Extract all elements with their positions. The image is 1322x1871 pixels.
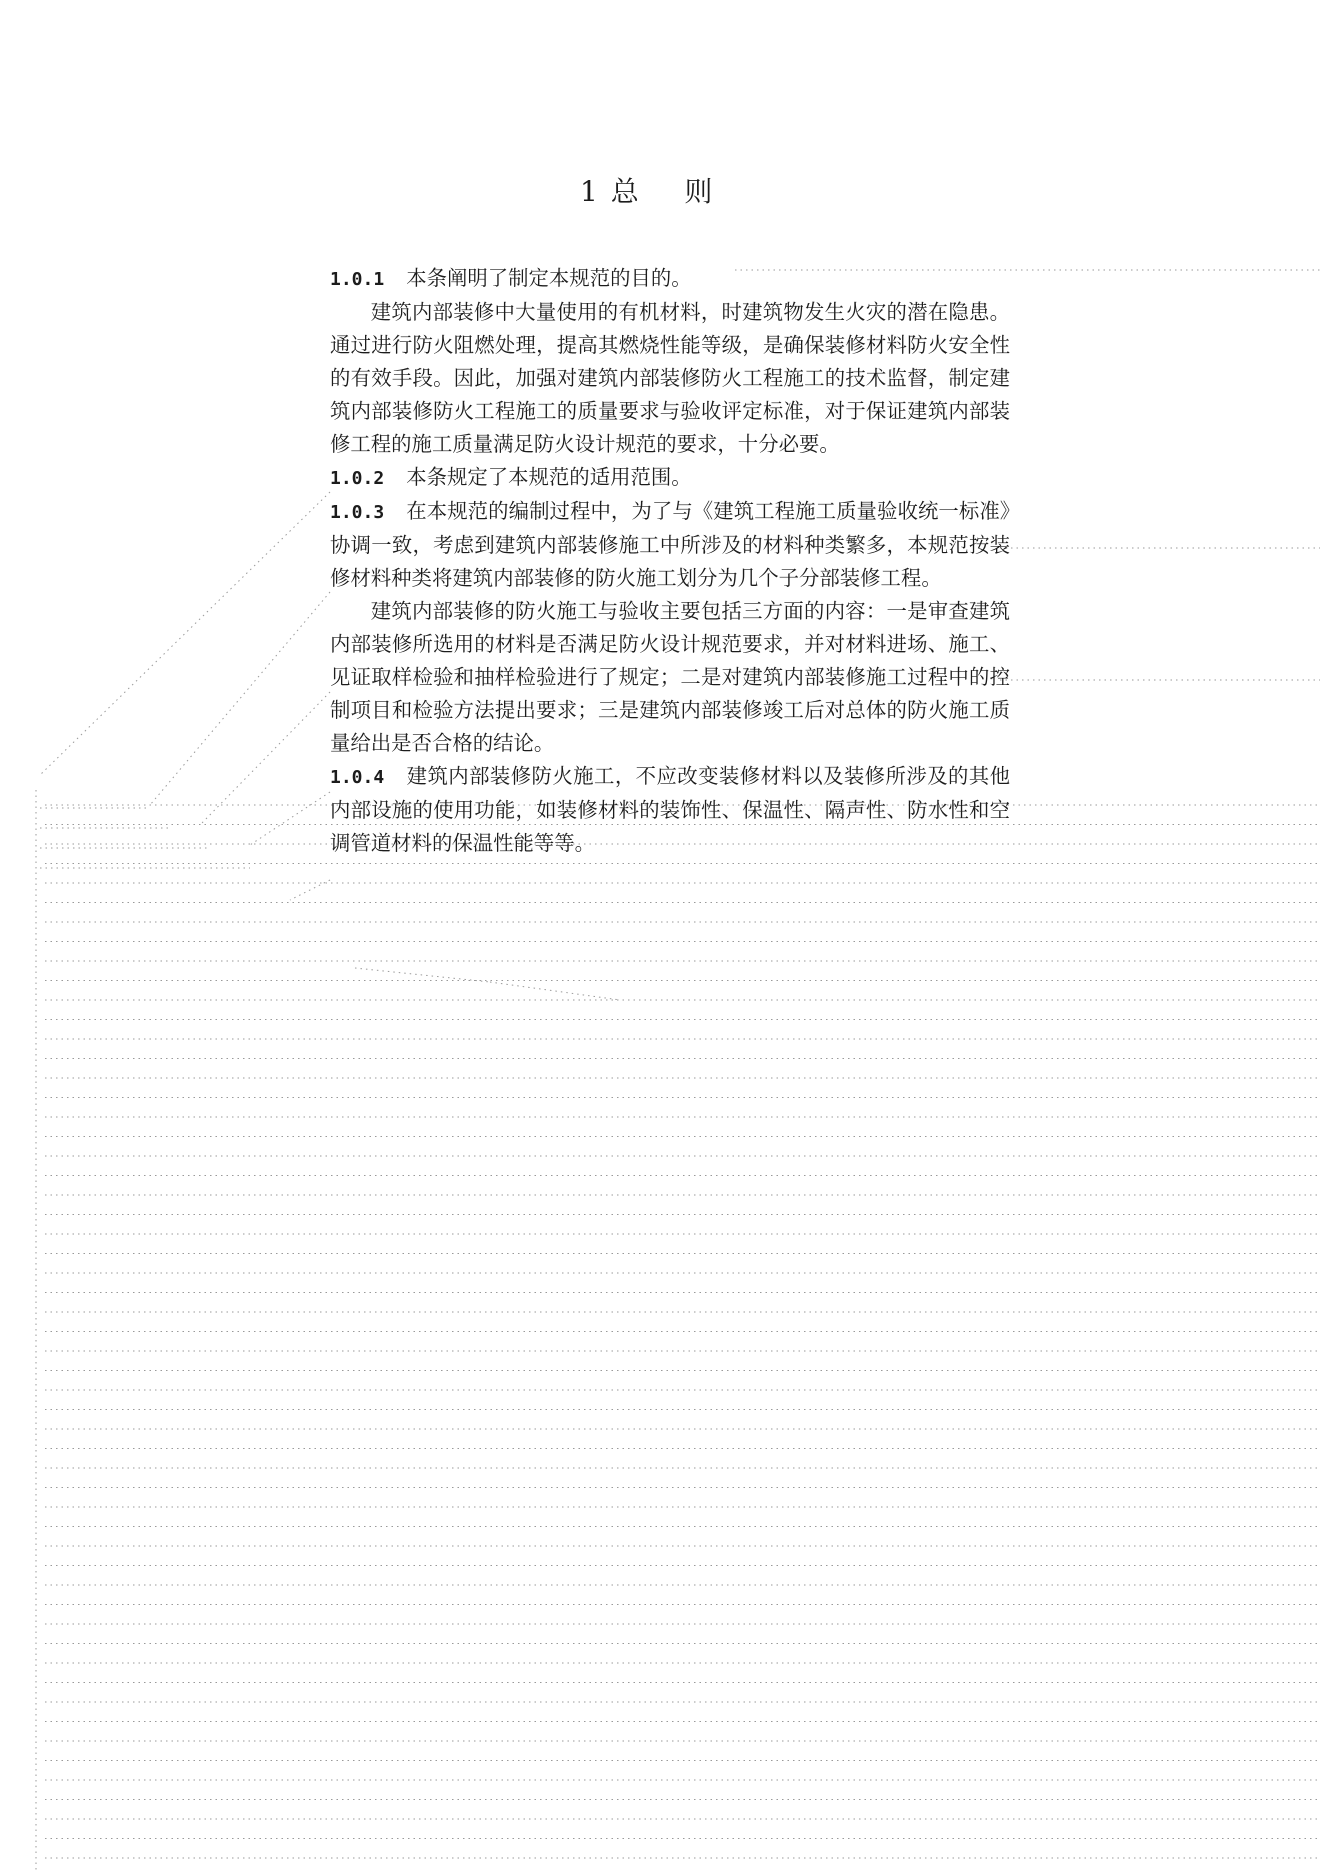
paragraph-text: 建筑内部装修的防火施工与验收主要包括三方面的内容：一是审查建筑内部装修所选用的材料是否满足防火设计规范要求，并对材料进场、施工、见证取样检验和抽样检验进行了规定；二是对建筑内部装修施工过程中的控制项目和检验方法提出要求；三是建筑内部装修竣工后对总体的防火施工质量给出是否合格的结论。 (330, 599, 1010, 755)
clause-number: 1.0.4 (330, 767, 385, 788)
dotted-guide-line (490, 982, 620, 1000)
dotted-guide-line (40, 492, 330, 775)
document-body (330, 262, 1010, 860)
dotted-guide-line (355, 968, 490, 982)
chapter-title: 1 总 则 (580, 175, 715, 208)
clause-number: 1.0.3 (330, 502, 385, 523)
clause-number: 1.0.1 (330, 269, 385, 290)
clause-text: 本条规定了本规范的适用范围。 (406, 465, 692, 489)
dotted-guide-line (150, 592, 330, 805)
clause-text: 本条阐明了制定本规范的目的。 (406, 266, 692, 290)
paragraph-text: 建筑内部装修中大量使用的有机材料，时建筑物发生火灾的潜在隐患。通过进行防火阻燃处理，提高其燃烧性能等级，是确保装修材料防火安全性的有效手段。因此，加强对建筑内部装修防火工程施工的技术监督，制定建筑内部装修防火工程施工的质量要求与验收评定标准，对于保证建筑内部装修工程的施工质量满足防火设计规范的要求，十分必要。 (330, 300, 1010, 456)
clause-paragraph (330, 262, 1010, 296)
body-paragraph (330, 296, 1010, 461)
dotted-guide-line (250, 792, 330, 845)
clause-paragraph (330, 760, 1010, 860)
clause-paragraph (330, 461, 1010, 495)
clause-number: 1.0.2 (330, 468, 385, 489)
clause-text: 建筑内部装修防火施工，不应改变装修材料以及装修所涉及的其他内部设施的使用功能，如装修材料的装饰性、保温性、隔声性、防水性和空调管道材料的保温性能等等。 (330, 764, 1010, 855)
body-paragraph (330, 595, 1010, 760)
clause-paragraph (330, 495, 1010, 595)
clause-text: 在本规范的编制过程中，为了与《建筑工程施工质量验收统一标准》协调一致，考虑到建筑内部装修施工中所涉及的材料种类繁多，本规范按装修材料种类将建筑内部装修的防火施工划分为几个子分部装修工程。 (330, 499, 1010, 590)
